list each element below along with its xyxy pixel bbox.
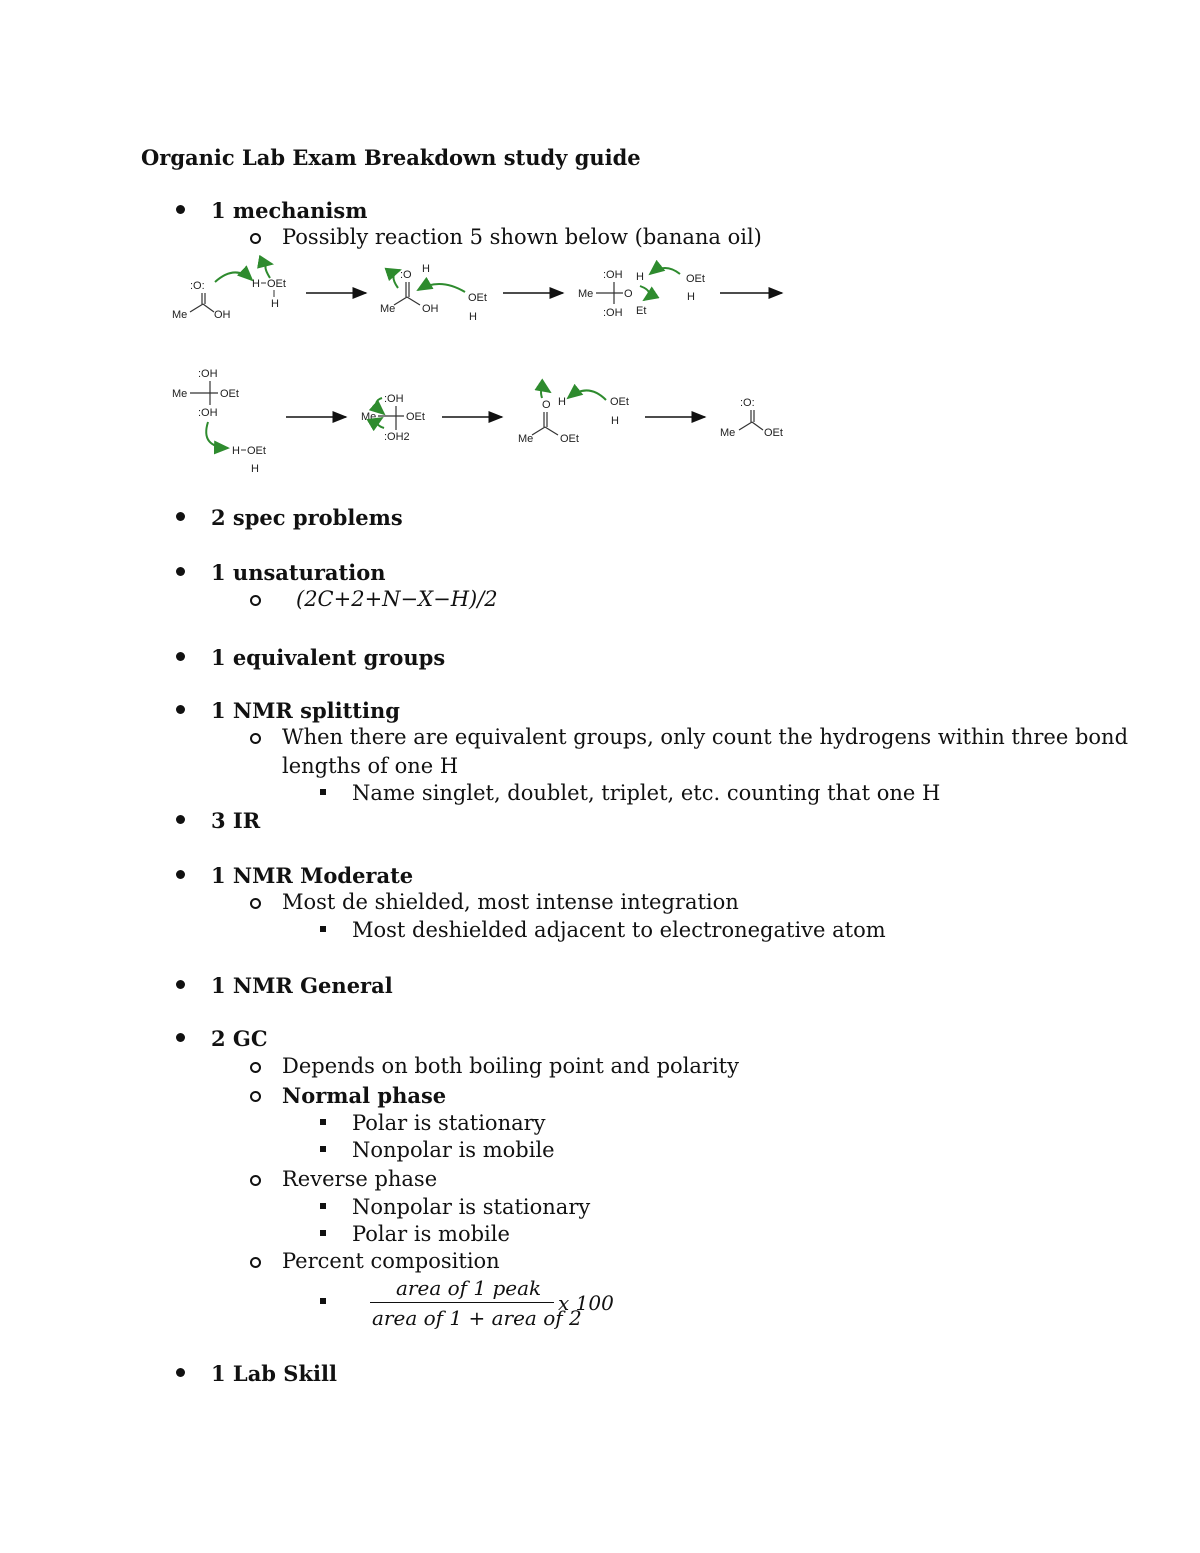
svg-text:H: H xyxy=(252,278,260,290)
bullet-icon xyxy=(176,652,185,661)
svg-text:H: H xyxy=(469,311,477,323)
gc-reverse-a: Nonpolar is stationary xyxy=(352,1195,591,1219)
svg-text:H: H xyxy=(687,291,695,303)
square-bullet-icon xyxy=(320,1230,326,1236)
svg-text:O: O xyxy=(624,288,633,300)
square-bullet-icon xyxy=(320,1203,326,1209)
ring-bullet-icon xyxy=(250,1091,261,1102)
bullet-icon xyxy=(176,980,185,989)
svg-text:H: H xyxy=(251,463,259,475)
page-title: Organic Lab Exam Breakdown study guide xyxy=(141,145,641,170)
item-mechanism: 1 mechanism xyxy=(211,198,368,223)
svg-text:Me: Me xyxy=(172,309,188,321)
ring-bullet-icon xyxy=(250,898,261,909)
svg-text::O:: :O: xyxy=(740,397,755,409)
svg-text::OH: :OH xyxy=(603,307,623,319)
svg-text:H: H xyxy=(232,445,240,457)
gc-normal-a: Polar is stationary xyxy=(352,1111,546,1135)
svg-text:OH: OH xyxy=(214,309,231,321)
ring-bullet-icon xyxy=(250,1062,261,1073)
ring-bullet-icon xyxy=(250,233,261,244)
item-spec-problems: 2 spec problems xyxy=(211,505,403,530)
svg-text:OEt: OEt xyxy=(267,278,286,290)
bullet-icon xyxy=(176,815,185,824)
gc-reverse-phase: Reverse phase xyxy=(282,1167,438,1191)
svg-text:OEt: OEt xyxy=(220,388,239,400)
svg-text:OEt: OEt xyxy=(468,292,487,304)
bullet-icon xyxy=(176,1368,185,1377)
bullet-icon xyxy=(176,705,185,714)
bullet-icon xyxy=(176,1033,185,1042)
item-nmr-general: 1 NMR General xyxy=(211,973,393,998)
svg-text::OH: :OH xyxy=(198,368,218,380)
svg-text::OH: :OH xyxy=(198,407,218,419)
svg-text:H: H xyxy=(558,396,566,408)
splitting-note: When there are equivalent groups, only count the hydrogens within three bond xyxy=(282,725,1129,749)
svg-text::OH: :OH xyxy=(603,269,623,281)
mech-label: :O: xyxy=(190,280,205,292)
svg-text:H: H xyxy=(636,271,644,283)
svg-text:Et: Et xyxy=(636,305,647,317)
square-bullet-icon xyxy=(320,789,326,795)
svg-text::OH: :OH xyxy=(384,393,404,405)
gc-percent-composition: Percent composition xyxy=(282,1249,500,1273)
svg-text:O: O xyxy=(542,399,551,411)
svg-text:Me: Me xyxy=(578,288,594,300)
ring-bullet-icon xyxy=(250,733,261,744)
square-bullet-icon xyxy=(320,1298,326,1304)
fraction-multiplier: x 100 xyxy=(558,1291,614,1315)
splitting-subnote: Name singlet, doublet, triplet, etc. counting that one H xyxy=(352,781,941,805)
fraction-numerator: area of 1 peak xyxy=(396,1276,542,1300)
square-bullet-icon xyxy=(320,1119,326,1125)
svg-text:Me: Me xyxy=(720,427,736,439)
gc-normal-b: Nonpolar is mobile xyxy=(352,1138,555,1162)
mechanism-note: Possibly reaction 5 shown below (banana oil) xyxy=(282,225,762,249)
svg-text:H: H xyxy=(271,298,279,310)
unsaturation-formula: (2C+2+N−X−H)/2 xyxy=(296,587,498,611)
svg-text:OEt: OEt xyxy=(610,396,629,408)
bullet-icon xyxy=(176,205,185,214)
svg-text:OEt: OEt xyxy=(406,411,425,423)
svg-text:Me: Me xyxy=(172,388,188,400)
item-equivalent-groups: 1 equivalent groups xyxy=(211,645,446,670)
svg-text::O: :O xyxy=(400,269,412,281)
gc-note-1: Depends on both boiling point and polarity xyxy=(282,1054,739,1078)
gc-normal-phase: Normal phase xyxy=(282,1083,447,1108)
fraction-bar xyxy=(370,1302,554,1303)
svg-text:OH: OH xyxy=(422,303,439,315)
svg-text:OEt: OEt xyxy=(247,445,266,457)
item-gc: 2 GC xyxy=(211,1026,268,1051)
moderate-subnote: Most deshielded adjacent to electronegative atom xyxy=(352,918,886,942)
moderate-note: Most de shielded, most intense integration xyxy=(282,890,739,914)
splitting-note-cont: lengths of one H xyxy=(282,754,459,778)
ring-bullet-icon xyxy=(250,1257,261,1268)
svg-text:Me: Me xyxy=(380,303,396,315)
item-ir: 3 IR xyxy=(211,808,261,833)
fraction-denominator: area of 1 + area of 2 xyxy=(372,1306,582,1330)
bullet-icon xyxy=(176,870,185,879)
svg-text:H: H xyxy=(611,415,619,427)
square-bullet-icon xyxy=(320,926,326,932)
svg-text:Me: Me xyxy=(518,433,534,445)
square-bullet-icon xyxy=(320,1146,326,1152)
ring-bullet-icon xyxy=(250,595,261,606)
item-lab-skill: 1 Lab Skill xyxy=(211,1361,337,1386)
bullet-icon xyxy=(176,512,185,521)
bullet-icon xyxy=(176,567,185,576)
svg-text:OEt: OEt xyxy=(764,427,783,439)
ring-bullet-icon xyxy=(250,1175,261,1186)
banana-oil-mechanism-diagram xyxy=(160,252,790,502)
item-unsaturation: 1 unsaturation xyxy=(211,560,386,585)
svg-text:Me: Me xyxy=(361,411,377,423)
gc-reverse-b: Polar is mobile xyxy=(352,1222,510,1246)
item-nmr-splitting: 1 NMR splitting xyxy=(211,698,400,723)
svg-text:OEt: OEt xyxy=(560,433,579,445)
item-nmr-moderate: 1 NMR Moderate xyxy=(211,863,414,888)
svg-text:H: H xyxy=(422,263,430,275)
svg-text:OEt: OEt xyxy=(686,273,705,285)
svg-text::OH2: :OH2 xyxy=(384,431,410,443)
